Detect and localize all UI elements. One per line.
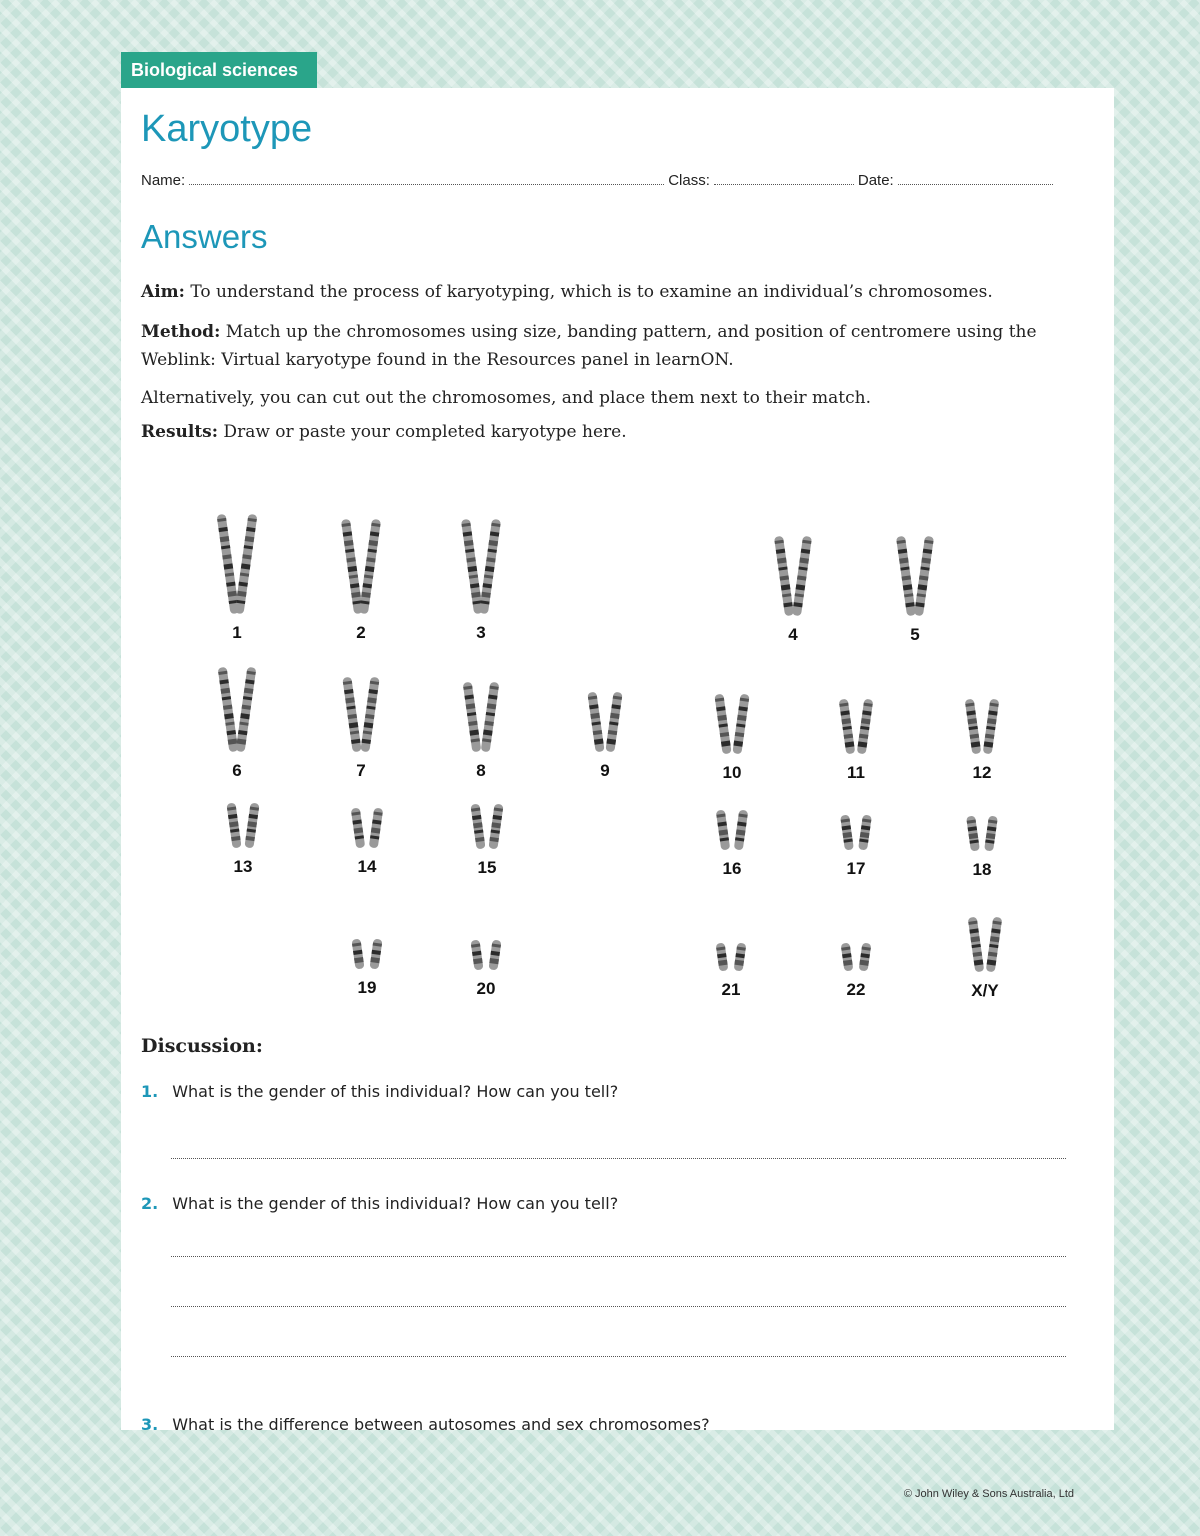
chromosome-pair: [841, 943, 872, 999]
question-2: [141, 1194, 1071, 1213]
copyright-footer: © John Wiley & Sons Australia, Ltd: [903, 1488, 1074, 1500]
chromosome-pair: [968, 917, 1003, 1000]
chromosome-pair: [965, 699, 1000, 782]
chromosome-label: 15: [477, 858, 497, 877]
name-field[interactable]: [189, 173, 664, 185]
chromosome-label: 10: [722, 763, 742, 782]
question-text: What is the difference between autosomes and sex chromosomes?: [172, 1415, 710, 1430]
karyotype-figure: [181, 488, 1061, 1008]
chromosome-pair: [341, 519, 381, 642]
chromosome-label: 12: [972, 763, 992, 782]
section-tab: Biological sciences: [121, 52, 317, 88]
chromosome-label: 4: [788, 625, 798, 644]
method-paragraph: [141, 318, 1091, 374]
chromosome-label: 20: [476, 979, 496, 998]
question-text: What is the gender of this individual? How can you tell?: [172, 1194, 619, 1213]
answer-line-2a[interactable]: [171, 1256, 1066, 1257]
chromosome-pair: [966, 816, 998, 879]
chromosome-label: 7: [356, 761, 366, 780]
chromosome-label: 19: [357, 978, 377, 997]
chromosome-pair: [470, 940, 501, 998]
chromosome-label: 17: [846, 859, 866, 878]
chromosome-pair: [351, 808, 383, 876]
chromosome-label: X/Y: [971, 981, 999, 1000]
class-label: Class:: [668, 172, 710, 189]
answer-line-2b[interactable]: [171, 1306, 1066, 1307]
chromosome-label: 22: [846, 980, 866, 999]
chromosome-pair: [461, 519, 501, 642]
chromosome-pair: [774, 536, 812, 644]
chromosome-pair: [896, 536, 934, 644]
question-number: 2.: [141, 1194, 159, 1213]
chromosome-pair: [218, 667, 257, 780]
karyotype-image: [181, 488, 1061, 1008]
aim-label: Aim:: [141, 282, 185, 302]
chromosome-label: 6: [232, 761, 242, 780]
question-text: What is the gender of this individual? How can you tell?: [172, 1082, 619, 1101]
chromosome-label: 2: [356, 623, 366, 642]
method-label: Method:: [141, 322, 221, 342]
name-label: Name:: [141, 172, 186, 189]
class-field[interactable]: [714, 173, 854, 185]
chromosome-label: 11: [847, 763, 865, 782]
chromosome-label: 3: [476, 623, 486, 642]
chromosome-pair: [840, 815, 872, 878]
chromosome-label: 13: [233, 857, 253, 876]
question-number: 1.: [141, 1082, 159, 1101]
results-paragraph: [141, 418, 1091, 446]
answer-line-1[interactable]: [171, 1158, 1066, 1159]
aim-text: To understand the process of karyotyping, which is to examine an individual’s chromosomes.: [184, 282, 993, 302]
alternative-paragraph: Alternatively, you can cut out the chromosomes, and place them next to their match.: [141, 388, 872, 408]
chromosome-label: 18: [972, 860, 992, 879]
chromosome-label: 8: [476, 761, 486, 780]
chromosome-label: 5: [910, 625, 920, 644]
answers-heading: Answers: [141, 218, 268, 255]
chromosome-pair: [470, 804, 503, 877]
date-field[interactable]: [898, 173, 1053, 185]
method-text: Match up the chromosomes using size, banding pattern, and position of centromere using the Weblink: Virtual karyotype found in the Resources panel in learnON.: [141, 322, 1037, 370]
chromosome-label: 1: [232, 623, 242, 642]
question-3: [141, 1415, 1071, 1430]
answer-line-2c[interactable]: [171, 1356, 1066, 1357]
chromosome-pair: [714, 694, 749, 782]
discussion-heading: Discussion:: [141, 1035, 263, 1057]
chromosome-pair: [217, 514, 258, 642]
chromosome-pair: [463, 682, 500, 780]
chromosome-pair: [716, 810, 748, 878]
date-label: Date:: [857, 172, 894, 189]
chromosome-pair: [839, 699, 874, 782]
student-fields: [141, 172, 1081, 189]
chromosome-pair: [342, 677, 379, 780]
question-1: [141, 1082, 1071, 1101]
chromosome-pair: [716, 943, 747, 999]
chromosome-pair: [226, 803, 259, 876]
chromosome-pair: [587, 692, 622, 780]
chromosome-label: 14: [357, 857, 377, 876]
chromosome-pair: [351, 939, 382, 997]
chromosome-label: 16: [722, 859, 742, 878]
worksheet-page: [121, 88, 1114, 1430]
chromosome-label: 9: [600, 761, 610, 780]
page-title: Karyotype: [141, 108, 313, 150]
results-text: Draw or paste your completed karyotype here.: [218, 422, 627, 442]
question-number: 3.: [141, 1415, 159, 1430]
chromosome-label: 21: [721, 980, 741, 999]
results-label: Results:: [141, 422, 219, 442]
aim-paragraph: [141, 278, 1091, 306]
